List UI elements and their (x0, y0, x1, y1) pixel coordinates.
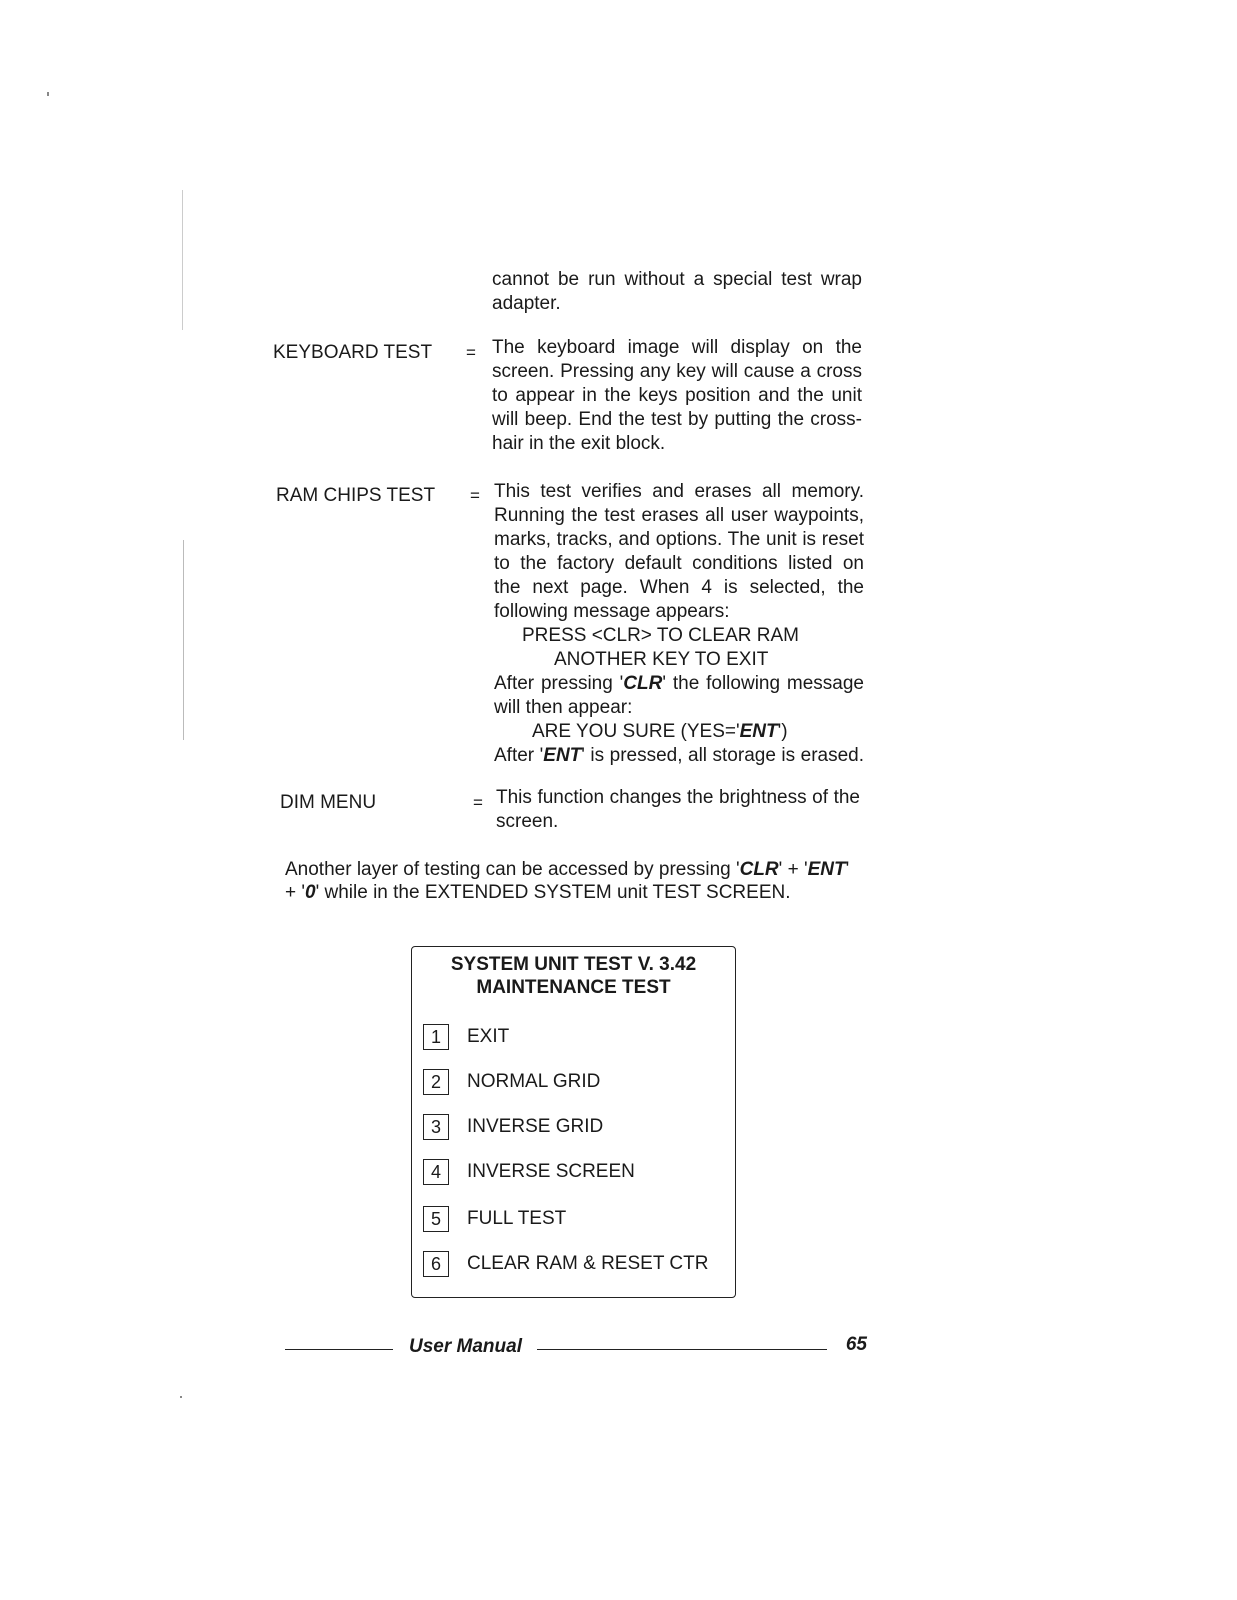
scan-margin-mark (183, 540, 184, 740)
key-clr: CLR (739, 859, 779, 880)
equals-sign: = (473, 793, 483, 812)
key-1-icon: 1 (423, 1024, 449, 1050)
text-line: This test verifies and erases all memory. (494, 481, 864, 502)
intro-paragraph (285, 858, 865, 904)
text-line: + '0' while in the EXTENDED SYSTEM unit TEST SCREEN. (285, 882, 791, 903)
menu-item-label: INVERSE GRID (467, 1116, 604, 1137)
text-line: After 'ENT' is pressed, all storage is erased. (494, 745, 865, 766)
key-4-icon: 4 (423, 1159, 449, 1185)
text-line: the next page. When 4 is selected, the (494, 577, 864, 598)
scan-margin-mark (182, 190, 183, 330)
screen-message: ANOTHER KEY TO EXIT (554, 649, 769, 670)
screen-message: ARE YOU SURE (YES='ENT') (532, 721, 788, 742)
footer-label: User Manual (409, 1336, 522, 1357)
menu-item-clear-ram-reset-ctr[interactable] (423, 1249, 708, 1279)
text-line: adapter. (492, 293, 561, 314)
equals-sign: = (466, 343, 476, 362)
menu-item-label: NORMAL GRID (467, 1071, 601, 1092)
menu-item-inverse-grid[interactable] (423, 1112, 603, 1142)
keyboard-test-description (492, 336, 862, 456)
text-line: to the factory default conditions listed on (494, 553, 864, 574)
key-zero: 0 (305, 882, 316, 903)
ram-chips-test-description (494, 480, 864, 768)
key-ent: ENT (543, 745, 582, 766)
menu-item-label: INVERSE SCREEN (467, 1161, 635, 1182)
text-line: This function changes the brightness of the (496, 787, 860, 808)
dim-menu-description (496, 786, 860, 834)
text-line: screen. Pressing any key will cause a cross (492, 361, 862, 382)
key-5-icon: 5 (423, 1206, 449, 1232)
term-dim-menu: DIM MENU (280, 792, 377, 813)
text-line: to appear in the keys position and the unit (492, 385, 862, 406)
text-line: The keyboard image will display on the (492, 337, 862, 358)
text-line: After pressing 'CLR' the following message (494, 673, 864, 694)
menu-item-label: CLEAR RAM & RESET CTR (467, 1253, 709, 1274)
text-line: cannot be run without a special test wrap (492, 269, 862, 290)
equals-sign: = (470, 486, 480, 505)
continuation-text (492, 268, 862, 316)
key-ent: ENT (807, 859, 846, 880)
key-6-icon: 6 (423, 1251, 449, 1277)
menu-item-normal-grid[interactable] (423, 1067, 600, 1097)
screen-subtitle: MAINTENANCE TEST (476, 977, 671, 998)
text-line: will beep. End the test by putting the cross- (492, 409, 862, 430)
text-line: screen. (496, 811, 559, 832)
scan-speck (47, 92, 49, 96)
key-2-icon: 2 (423, 1069, 449, 1095)
footer-rule (537, 1349, 827, 1350)
menu-item-exit[interactable] (423, 1022, 509, 1052)
text-line: Another layer of testing can be accessed by pressing 'CLR' + 'ENT' (285, 859, 850, 880)
scan-speck (180, 1396, 182, 1398)
text-line: will then appear: (494, 697, 633, 718)
text-line: marks, tracks, and options. The unit is reset (494, 529, 864, 550)
page-number: 65 (845, 1334, 867, 1355)
menu-item-label: FULL TEST (467, 1208, 567, 1229)
term-keyboard-test: KEYBOARD TEST (273, 342, 433, 363)
screen-title: SYSTEM UNIT TEST V. 3.42 (450, 954, 697, 975)
footer-rule (285, 1349, 393, 1350)
key-clr: CLR (623, 673, 663, 694)
term-ram-chips-test: RAM CHIPS TEST (276, 485, 436, 506)
menu-item-label: EXIT (467, 1026, 510, 1047)
menu-item-inverse-screen[interactable] (423, 1157, 635, 1187)
maintenance-test-screen (411, 946, 736, 1298)
key-ent: ENT (739, 721, 778, 742)
text-line: Running the test erases all user waypoints, (494, 505, 864, 526)
screen-message: PRESS <CLR> TO CLEAR RAM (522, 625, 800, 646)
page-footer (285, 1332, 867, 1362)
text-line: following message appears: (494, 601, 730, 622)
menu-item-full-test[interactable] (423, 1204, 566, 1234)
text-line: hair in the exit block. (492, 433, 666, 454)
key-3-icon: 3 (423, 1114, 449, 1140)
